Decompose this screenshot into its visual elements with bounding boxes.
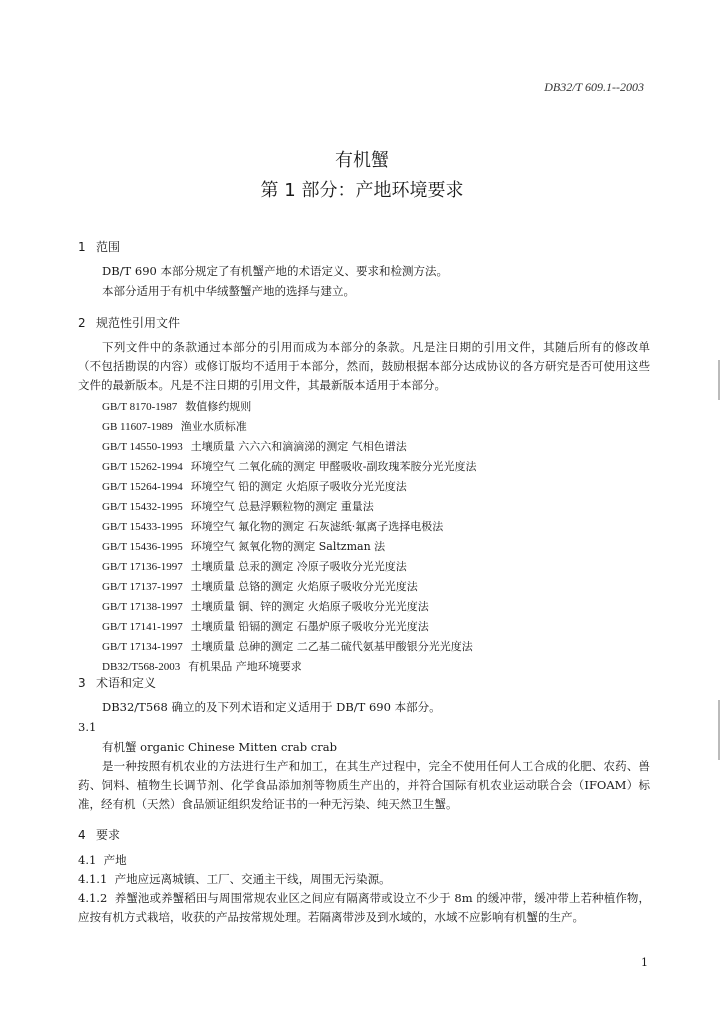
reference-code: GB/T 15264-1994 [102,481,183,493]
section-2-heading [78,314,180,331]
document-title: 有机蟹 [335,150,389,171]
term-definition: 是一种按照有机农业的方法进行生产和加工，在其生产过程中，完全不使用任何人工合成的化肥、农药、兽药、饲料、植物生长调节剂、化学食品添加剂等物质生产出的，并符合国际有机农业运动联合会（IFOAM）标准，经有机（天然）食品颁证组织发给证书的一种无污染、纯天然卫生蟹。 [78,759,650,811]
section-title: 范围 [96,240,121,254]
reference-title: 环境空气 二氧化硫的测定 甲醛吸收-副玫瑰苯胺分光光度法 [190,460,477,473]
section-4-heading [78,826,120,843]
document-subtitle: 第 1 部分：产地环境要求 [260,180,464,201]
reference-code: GB/T 17141-1997 [102,621,183,633]
section-1-para-2: 本部分适用于有机中华绒螯蟹产地的选择与建立。 [102,284,355,298]
reference-item [102,497,477,517]
reference-code: GB/T 17136-1997 [102,561,183,573]
reference-title: 环境空气 铅的测定 火焰原子吸收分光光度法 [190,480,407,493]
reference-title: 土壤质量 六六六和滴滴涕的测定 气相色谱法 [190,440,407,453]
standard-code: DB32/T 609.1--2003 [544,80,644,94]
page-number: 1 [641,956,648,969]
reference-item [102,397,477,417]
reference-title: 数值修约规则 [185,400,252,413]
section-3-para-1: DB32/T568 确立的及下列术语和定义适用于 DB/T 690 本部分。 [102,700,441,714]
reference-item [102,537,477,557]
section-number: 2 [78,316,86,330]
section-2-intro: 下列文件中的条款通过本部分的引用而成为本部分的条款。凡是注日期的引用文件，其随后所有的修改单（不包括勘误的内容）或修订版均不适用于本部分，然而，鼓励根据本部分达成协议的各方研究是否可使用这些文件的最新版本。凡是不注日期的引用文件，其最新版本适用于本部分。 [78,340,650,392]
subsection-number: 4.1 [78,853,97,867]
reference-item [102,637,477,657]
reference-code: DB32/T568-2003 [102,661,181,673]
reference-code: GB/T 15262-1994 [102,461,183,473]
reference-title: 环境空气 氟化物的测定 石灰滤纸·氟离子选择电极法 [190,520,444,533]
clause-4-1-2 [78,889,650,927]
reference-item [102,417,477,437]
section-number: 4 [78,828,86,842]
reference-title: 土壤质量 总砷的测定 二乙基二硫代氨基甲酸银分光光度法 [190,640,473,653]
reference-title: 土壤质量 总铬的测定 火焰原子吸收分光光度法 [190,580,418,593]
reference-list [102,397,477,677]
reference-title: 土壤质量 总汞的测定 冷原子吸收分光光度法 [190,560,407,573]
scan-edge-mark [718,700,720,760]
reference-code: GB/T 8170-1987 [102,401,178,413]
section-1-para-1: DB/T 690 本部分规定了有机蟹产地的术语定义、要求和检测方法。 [102,264,448,278]
reference-code: GB/T 15432-1995 [102,501,183,513]
reference-code: GB/T 15436-1995 [102,541,183,553]
subsection-3-1-number: 3.1 [78,720,97,734]
reference-code: GB/T 14550-1993 [102,441,183,453]
reference-title: 有机果品 产地环境要求 [188,660,302,673]
section-title: 术语和定义 [96,676,157,690]
reference-item [102,437,477,457]
reference-item [102,557,477,577]
section-title: 规范性引用文件 [96,316,181,330]
reference-item [102,577,477,597]
section-title: 要求 [96,828,121,842]
reference-title: 渔业水质标准 [180,420,247,433]
section-number: 3 [78,676,86,690]
reference-code: GB/T 17138-1997 [102,601,183,613]
clause-number: 4.1.2 [78,891,108,905]
section-1-heading [78,238,120,255]
reference-title: 土壤质量 铜、锌的测定 火焰原子吸收分光光度法 [190,600,429,613]
reference-item [102,477,477,497]
clause-text: 养蟹池或养蟹稻田与周围常规农业区之间应有隔离带或设立不少于 8m 的缓冲带，缓冲带上若种植作物，应按有机方式栽培，收获的产品按常规处理。若隔离带涉及到水域的，水域不应影响有机蟹的生产。 [78,891,651,924]
scan-edge-mark [718,360,720,400]
term-name: 有机蟹 organic Chinese Mitten crab crab [102,740,337,754]
clause-text: 产地应远离城镇、工厂、交通主干线，周围无污染源。 [114,872,391,886]
reference-title: 土壤质量 铅镉的测定 石墨炉原子吸收分光光度法 [190,620,429,633]
section-number: 1 [78,240,86,254]
clause-number: 4.1.1 [78,872,108,886]
subsection-4-1 [78,851,127,870]
reference-item [102,617,477,637]
reference-item [102,517,477,537]
reference-item [102,597,477,617]
reference-item [102,457,477,477]
reference-title: 环境空气 总悬浮颗粒物的测定 重量法 [190,500,374,513]
clause-4-1-1 [78,870,391,889]
reference-title: 环境空气 氮氧化物的测定 Saltzman 法 [190,540,386,553]
reference-code: GB/T 17134-1997 [102,641,183,653]
reference-code: GB 11607-1989 [102,421,173,433]
reference-code: GB/T 17137-1997 [102,581,183,593]
section-3-heading [78,674,156,691]
reference-code: GB/T 15433-1995 [102,521,183,533]
reference-item [102,657,477,677]
subsection-title: 产地 [103,853,127,867]
